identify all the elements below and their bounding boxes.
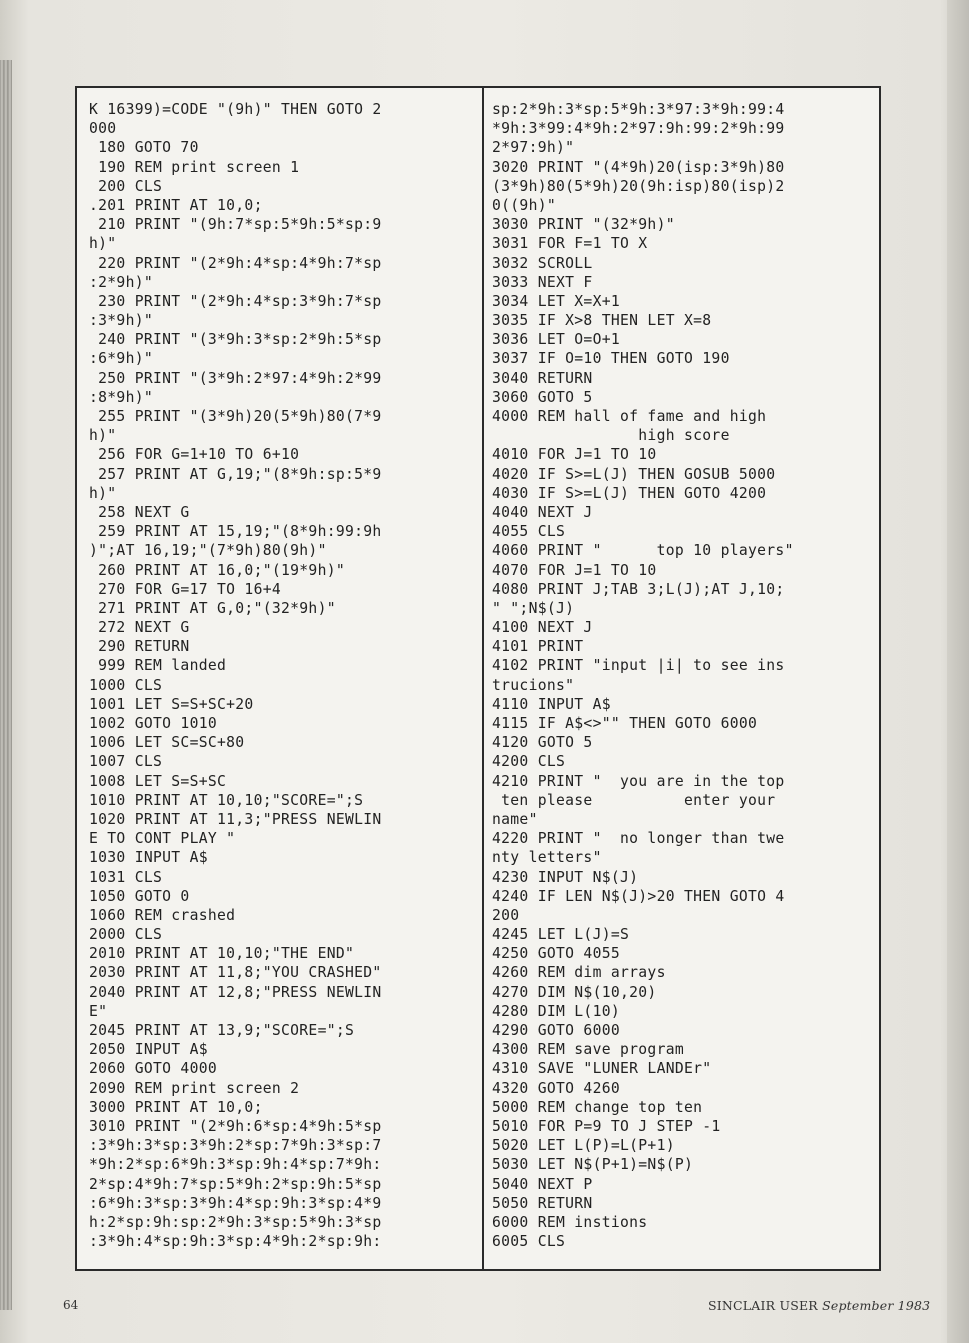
code-line: 4102 PRINT "input |i| to see ins bbox=[492, 657, 785, 675]
code-line: 4100 NEXT J bbox=[492, 619, 593, 637]
code-line: 4060 PRINT " top 10 players" bbox=[492, 542, 794, 560]
code-line: K 16399)=CODE "(9h)" THEN GOTO 2 bbox=[89, 101, 382, 118]
code-line: 3036 LET O=O+1 bbox=[492, 331, 620, 349]
code-line: 1007 CLS bbox=[89, 753, 163, 771]
code-line: 4220 PRINT " no longer than twe bbox=[492, 830, 785, 848]
code-line: 2040 PRINT AT 12,8;"PRESS NEWLIN bbox=[89, 983, 382, 1001]
code-line: 2090 REM print screen 2 bbox=[89, 1079, 300, 1097]
code-line: 5030 LET N$(P+1)=N$(P) bbox=[492, 1156, 694, 1174]
code-line: 2010 PRINT AT 10,10;"THE END" bbox=[89, 945, 355, 963]
code-line: 3033 NEXT F bbox=[492, 273, 593, 291]
code-line: )";AT 16,19;"(7*9h)80(9h)" bbox=[89, 542, 327, 560]
code-line: 4040 NEXT J bbox=[492, 503, 593, 521]
code-line: 5040 NEXT P bbox=[492, 1175, 593, 1193]
code-line: 6000 REM instions bbox=[492, 1213, 648, 1231]
code-line: E TO CONT PLAY " bbox=[89, 830, 236, 848]
code-line: (3*9h)80(5*9h)20(9h:isp)80(isp)2 bbox=[492, 177, 785, 195]
code-line: 2045 PRINT AT 13,9;"SCORE=";S bbox=[89, 1022, 355, 1039]
code-line: 6005 CLS bbox=[492, 1233, 566, 1251]
code-line: 4290 GOTO 6000 bbox=[492, 1022, 620, 1039]
code-line: 1050 GOTO 0 bbox=[89, 887, 190, 905]
code-line: 999 REM landed bbox=[89, 657, 227, 675]
code-line: 3000 PRINT AT 10,0; bbox=[89, 1098, 263, 1116]
code-line: E" bbox=[89, 1002, 108, 1020]
code-line: 4250 GOTO 4055 bbox=[492, 945, 620, 963]
code-line: 272 NEXT G bbox=[89, 619, 190, 637]
listing-right-column bbox=[492, 100, 877, 1251]
code-line: 271 PRINT AT G,0;"(32*9h)" bbox=[89, 599, 336, 617]
code-line: trucions" bbox=[492, 676, 575, 694]
code-line: 3034 LET X=X+1 bbox=[492, 292, 620, 310]
code-line: 4260 REM dim arrays bbox=[492, 964, 666, 982]
code-line: 3032 SCROLL bbox=[492, 254, 593, 272]
listing-left-column bbox=[89, 100, 479, 1251]
page-binding bbox=[0, 60, 12, 1310]
code-line: 200 bbox=[492, 906, 520, 924]
code-line: .201 PRINT AT 10,0; bbox=[89, 196, 263, 214]
code-line: 4280 DIM L(10) bbox=[492, 1002, 620, 1020]
code-line: 4210 PRINT " you are in the top bbox=[492, 772, 785, 790]
code-line: 3030 PRINT "(32*9h)" bbox=[492, 216, 675, 234]
code-line: 256 FOR G=1+10 TO 6+10 bbox=[89, 446, 300, 464]
code-line: 1031 CLS bbox=[89, 868, 163, 886]
code-line: name" bbox=[492, 810, 538, 828]
code-line: 5010 FOR P=9 TO J STEP -1 bbox=[492, 1117, 721, 1135]
code-line: 260 PRINT AT 16,0;"(19*9h)" bbox=[89, 561, 345, 579]
code-line: 5050 RETURN bbox=[492, 1194, 593, 1212]
code-line: :8*9h)" bbox=[89, 388, 153, 406]
code-line: 250 PRINT "(3*9h:2*97:4*9h:2*99 bbox=[89, 369, 382, 387]
code-line: 3035 IF X>8 THEN LET X=8 bbox=[492, 312, 712, 330]
page-footer bbox=[0, 1298, 969, 1318]
code-line: 2*97:9h)" bbox=[492, 139, 575, 157]
code-line: :3*9h)" bbox=[89, 312, 153, 330]
code-line: 3040 RETURN bbox=[492, 369, 593, 387]
code-line: 2050 INPUT A$ bbox=[89, 1041, 208, 1059]
code-line: 230 PRINT "(2*9h:4*sp:3*9h:7*sp bbox=[89, 292, 382, 310]
code-line: nty letters" bbox=[492, 849, 602, 867]
code-line: h)" bbox=[89, 484, 117, 502]
code-line: 290 RETURN bbox=[89, 638, 190, 656]
code-line: 4101 PRINT bbox=[492, 638, 584, 656]
code-line: 190 REM print screen 1 bbox=[89, 158, 300, 176]
code-line: " ";N$(J) bbox=[492, 599, 575, 617]
code-line: h)" bbox=[89, 427, 117, 445]
code-line: 4110 INPUT A$ bbox=[492, 695, 611, 713]
code-line: 4300 REM save program bbox=[492, 1041, 684, 1059]
column-divider bbox=[482, 88, 484, 1269]
program-listing bbox=[75, 86, 881, 1271]
code-line: 5020 LET L(P)=L(P+1) bbox=[492, 1137, 675, 1155]
code-line: 1030 INPUT A$ bbox=[89, 849, 208, 867]
code-line: 2000 CLS bbox=[89, 926, 163, 944]
code-line: 220 PRINT "(2*9h:4*sp:4*9h:7*sp bbox=[89, 254, 382, 272]
code-line: 3020 PRINT "(4*9h)20(isp:3*9h)80 bbox=[492, 158, 785, 176]
code-line: 1000 CLS bbox=[89, 676, 163, 694]
code-line: 240 PRINT "(3*9h:3*sp:2*9h:5*sp bbox=[89, 331, 382, 349]
code-line: *9h:2*sp:6*9h:3*sp:9h:4*sp:7*9h: bbox=[89, 1156, 382, 1174]
code-line: 259 PRINT AT 15,19;"(8*9h:99:9h bbox=[89, 523, 382, 541]
code-line: 270 FOR G=17 TO 16+4 bbox=[89, 580, 281, 598]
code-line: 4020 IF S>=L(J) THEN GOSUB 5000 bbox=[492, 465, 776, 483]
code-line: :3*9h:4*sp:9h:3*sp:4*9h:2*sp:9h: bbox=[89, 1233, 382, 1251]
code-line: 4320 GOTO 4260 bbox=[492, 1079, 620, 1097]
code-line: 4200 CLS bbox=[492, 753, 566, 771]
code-line: h:2*sp:9h:sp:2*9h:3*sp:5*9h:3*sp bbox=[89, 1213, 382, 1231]
code-line: high score bbox=[492, 427, 730, 445]
code-line: 4240 IF LEN N$(J)>20 THEN GOTO 4 bbox=[492, 887, 785, 905]
code-line: 4080 PRINT J;TAB 3;L(J);AT J,10; bbox=[492, 580, 785, 598]
code-line: 200 CLS bbox=[89, 177, 163, 195]
code-line: 3031 FOR F=1 TO X bbox=[492, 235, 648, 253]
page-edge bbox=[947, 0, 969, 1343]
code-line: 0((9h)" bbox=[492, 196, 556, 214]
code-line: 1008 LET S=S+SC bbox=[89, 772, 227, 790]
issue-date: September 1983 bbox=[822, 1298, 931, 1313]
code-line: :6*9h)" bbox=[89, 350, 153, 368]
code-line: 2030 PRINT AT 11,8;"YOU CRASHED" bbox=[89, 964, 382, 982]
code-line: 3010 PRINT "(2*9h:6*sp:4*9h:5*sp bbox=[89, 1117, 382, 1135]
code-line: sp:2*9h:3*sp:5*9h:3*97:3*9h:99:4 bbox=[492, 101, 785, 118]
code-line: 5000 REM change top ten bbox=[492, 1098, 703, 1116]
code-line: 2060 GOTO 4000 bbox=[89, 1060, 217, 1078]
code-line: 4230 INPUT N$(J) bbox=[492, 868, 639, 886]
code-line: 258 NEXT G bbox=[89, 503, 190, 521]
code-line: 1060 REM crashed bbox=[89, 906, 236, 924]
code-line: 4030 IF S>=L(J) THEN GOTO 4200 bbox=[492, 484, 767, 502]
code-line: 1020 PRINT AT 11,3;"PRESS NEWLIN bbox=[89, 810, 382, 828]
code-line: 4000 REM hall of fame and high bbox=[492, 408, 767, 425]
code-line: :3*9h:3*sp:3*9h:2*sp:7*9h:3*sp:7 bbox=[89, 1137, 382, 1155]
code-line: 257 PRINT AT G,19;"(8*9h:sp:5*9 bbox=[89, 465, 382, 483]
code-line: 3060 GOTO 5 bbox=[492, 388, 593, 406]
code-line: 4120 GOTO 5 bbox=[492, 734, 593, 752]
code-line: 2*sp:4*9h:7*sp:5*9h:2*sp:9h:5*sp bbox=[89, 1175, 382, 1193]
code-line: 000 bbox=[89, 120, 117, 138]
code-line: 1010 PRINT AT 10,10;"SCORE=";S bbox=[89, 791, 364, 809]
code-line: 4245 LET L(J)=S bbox=[492, 926, 630, 944]
code-line: 4115 IF A$<>"" THEN GOTO 6000 bbox=[492, 715, 758, 732]
code-line: :6*9h:3*sp:3*9h:4*sp:9h:3*sp:4*9 bbox=[89, 1194, 382, 1212]
code-line: 255 PRINT "(3*9h)20(5*9h)80(7*9 bbox=[89, 408, 382, 425]
code-line: 4055 CLS bbox=[492, 523, 566, 541]
magazine-credit bbox=[708, 1298, 930, 1313]
code-line: 210 PRINT "(9h:7*sp:5*9h:5*sp:9 bbox=[89, 216, 382, 234]
code-line: 4070 FOR J=1 TO 10 bbox=[492, 561, 657, 579]
code-line: 3037 IF O=10 THEN GOTO 190 bbox=[492, 350, 730, 368]
code-line: ten please enter your bbox=[492, 791, 776, 809]
code-line: 1001 LET S=S+SC+20 bbox=[89, 695, 254, 713]
code-line: 180 GOTO 70 bbox=[89, 139, 199, 157]
code-line: 4270 DIM N$(10,20) bbox=[492, 983, 657, 1001]
magazine-title: SINCLAIR USER bbox=[708, 1298, 818, 1313]
code-line: *9h:3*99:4*9h:2*97:9h:99:2*9h:99 bbox=[492, 120, 785, 138]
page-number: 64 bbox=[63, 1298, 79, 1312]
code-line: :2*9h)" bbox=[89, 273, 153, 291]
code-line: 4010 FOR J=1 TO 10 bbox=[492, 446, 657, 464]
code-line: 1002 GOTO 1010 bbox=[89, 715, 217, 732]
code-line: 4310 SAVE "LUNER LANDEr" bbox=[492, 1060, 712, 1078]
code-line: 1006 LET SC=SC+80 bbox=[89, 734, 245, 752]
code-line: h)" bbox=[89, 235, 117, 253]
